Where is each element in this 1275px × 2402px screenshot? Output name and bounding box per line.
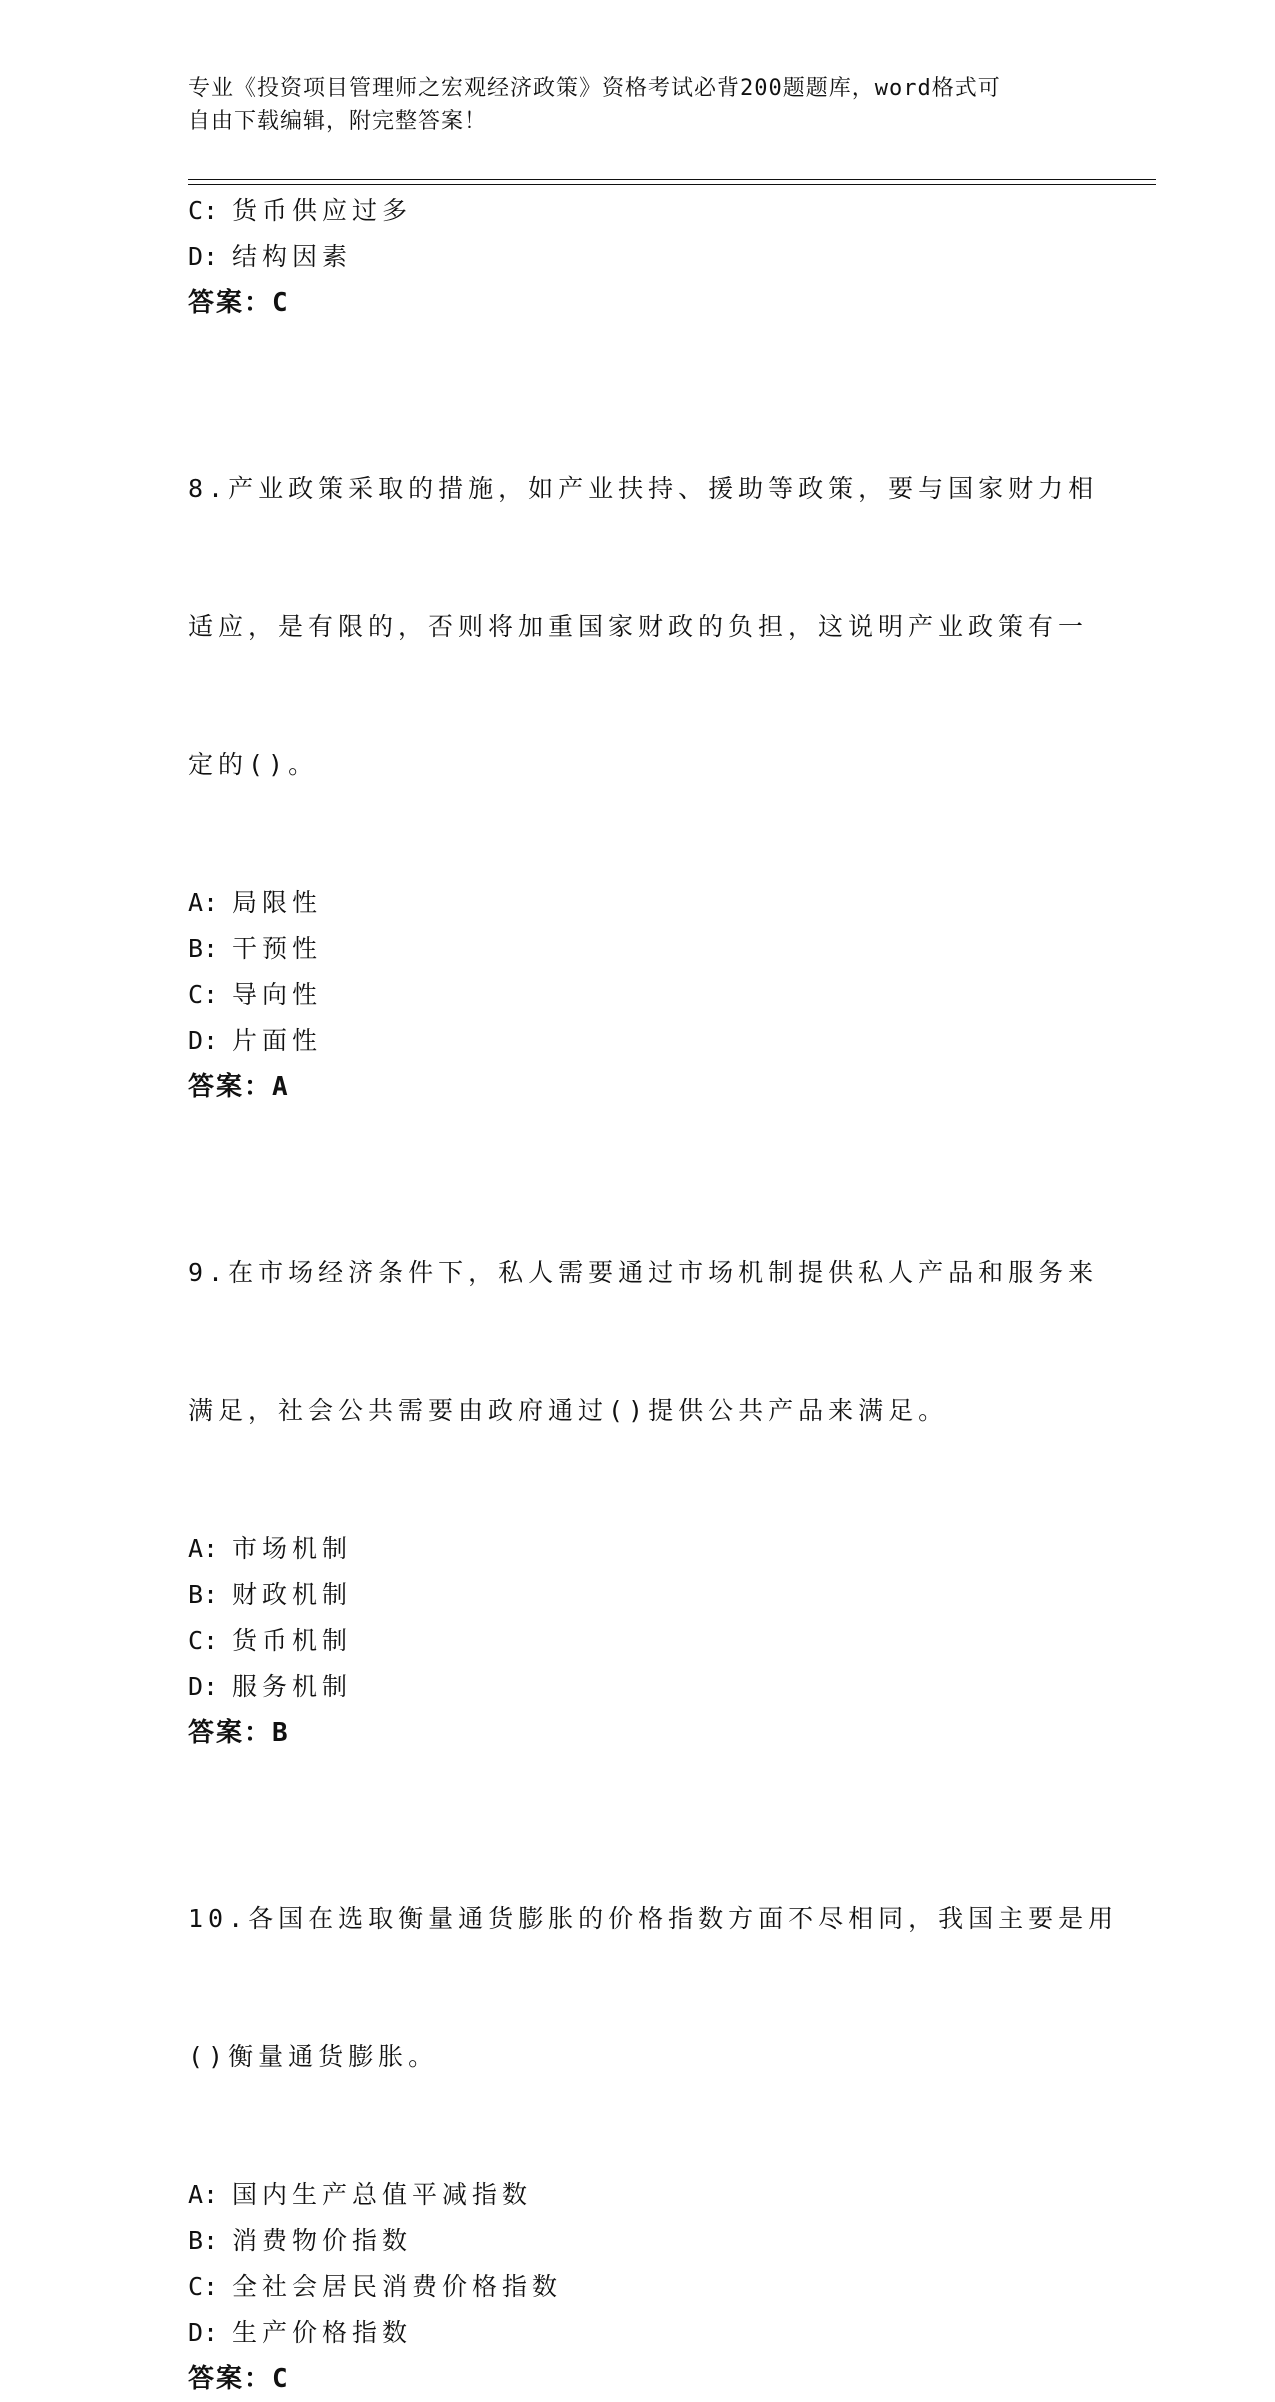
option-c (188, 1618, 1088, 1664)
option-text: 货币机制 (232, 1626, 353, 1655)
header-line-1: 专业《投资项目管理师之宏观经济政策》资格考试必背200题题库，word格式可 (188, 76, 1001, 101)
answer-line: 答案：B (188, 1718, 290, 1748)
option-text: 服务机制 (232, 1672, 353, 1701)
question-stem-line: 10.各国在选取衡量通货膨胀的价格指数方面不尽相同，我国主要是用 (188, 1904, 1119, 1933)
question-stem-line: 8.产业政策采取的措施，如产业扶持、援助等政策，要与国家财力相 (188, 474, 1099, 503)
option-text: 市场机制 (232, 1534, 353, 1563)
option-text: 财政机制 (232, 1580, 353, 1609)
option-label: C: (188, 1626, 219, 1655)
option-text: 生产价格指数 (232, 2318, 413, 2347)
option-a (188, 2172, 1088, 2218)
question-9 (188, 1158, 1099, 1526)
header-rule-top (188, 179, 1156, 180)
option-text: 干预性 (232, 934, 323, 963)
option-label: D: (188, 1672, 219, 1701)
option-text: 全社会居民消费价格指数 (232, 2272, 563, 2301)
option-text: 导向性 (232, 980, 323, 1009)
question-stem-line: ()衡量通货膨胀。 (188, 2042, 439, 2071)
option-label: D: (188, 2318, 219, 2347)
option-label: C: (188, 980, 219, 1009)
question-stem-line: 定的()。 (188, 750, 319, 779)
option-b (188, 926, 1088, 972)
option-label: C: (188, 2272, 219, 2301)
option-text: 局限性 (232, 888, 323, 917)
answer-line: 答案：A (188, 1072, 290, 1102)
option-d (188, 1664, 1088, 1710)
question-content (188, 188, 1119, 2402)
option-text: 消费物价指数 (232, 2226, 413, 2255)
option-d (188, 2310, 1088, 2356)
question-10 (188, 1804, 1119, 2172)
header-line-2: 自由下载编辑，附完整答案！ (188, 109, 488, 134)
option-label: D: (188, 1026, 219, 1055)
header-rule-bottom (188, 184, 1156, 185)
option-a (188, 880, 1088, 926)
option-label: A: (188, 1534, 219, 1563)
option-d (188, 1018, 1088, 1064)
option-text: 片面性 (232, 1026, 323, 1055)
option-c (188, 972, 1088, 1018)
option-c (188, 2264, 1088, 2310)
option-label: A: (188, 2180, 219, 2209)
question-7-fragment (188, 188, 1088, 326)
option-label: B: (188, 934, 219, 963)
option-label: D: (188, 242, 219, 271)
document-header (188, 72, 1068, 138)
option-label: A: (188, 888, 219, 917)
option-text: 国内生产总值平减指数 (232, 2180, 533, 2209)
question-stem-line: 满足，社会公共需要由政府通过()提供公共产品来满足。 (188, 1396, 949, 1425)
question-stem-line: 适应，是有限的，否则将加重国家财政的负担，这说明产业政策有一 (188, 612, 1089, 641)
option-a (188, 1526, 1088, 1572)
answer-line: 答案：C (188, 2364, 290, 2394)
option-label: C: (188, 196, 219, 225)
option-b (188, 1572, 1088, 1618)
option-label: B: (188, 1580, 219, 1609)
option-b (188, 2218, 1088, 2264)
option-text: 货币供应过多 (232, 196, 413, 225)
option-text: 结构因素 (232, 242, 353, 271)
option-label: B: (188, 2226, 219, 2255)
answer-line: 答案：C (188, 288, 290, 318)
option-c (188, 188, 1088, 234)
option-d (188, 234, 1088, 280)
question-stem-line: 9.在市场经济条件下，私人需要通过市场机制提供私人产品和服务来 (188, 1258, 1099, 1287)
question-8 (188, 374, 1099, 880)
